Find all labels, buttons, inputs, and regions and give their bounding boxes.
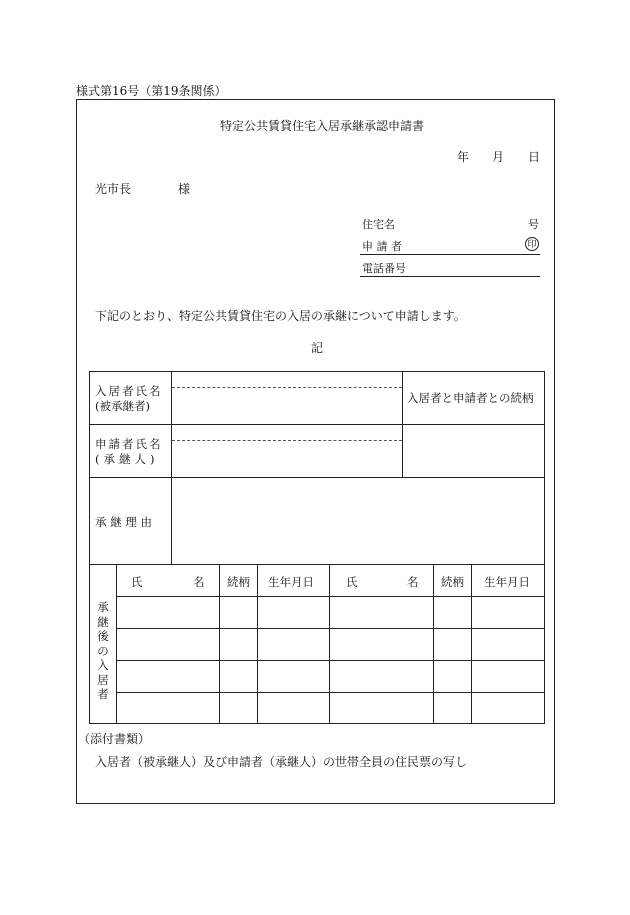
date-day-label: 日 [528,150,541,164]
col-divider [471,564,472,724]
applicant-name-sub: (承継人) [95,452,159,466]
seal-mark: 印 [525,237,539,251]
applicant-label: 申 請 者 [362,240,402,253]
relationship-label: 入居者と申請者との続柄 [407,391,534,405]
applicant-name-label: 申請者氏名 [95,437,163,451]
date-month-label: 月 [492,150,505,164]
addressee-honorific: 様 [178,182,191,196]
row-divider [89,477,545,478]
row-divider [116,660,545,661]
column-header-surname: 氏 [131,575,143,589]
row-divider [89,424,545,425]
column-header-birthdate: 生年月日 [484,575,530,589]
column-header-relationship: 続柄 [227,575,250,589]
col-divider [257,564,258,724]
row-divider [116,692,545,693]
reason-label: 承 継 理 由 [95,515,152,529]
row-divider [116,628,545,629]
col-divider [433,564,434,724]
column-header-given-name: 名 [193,575,205,589]
column-header-given-name: 名 [407,575,419,589]
attachments-heading: （添付書類） [78,732,151,746]
column-header-relationship: 続柄 [441,575,464,589]
attachments-item: 入居者（被承継人）及び申請者（承継人）の世帯全員の住民票の写し [95,755,468,769]
column-header-birthdate: 生年月日 [268,575,314,589]
resident-name-sub: (被承継者) [95,399,150,413]
row-divider [89,564,545,565]
ki-mark: 記 [311,341,324,355]
addressee-name: 光市長 [95,182,132,196]
phone-underline [360,276,540,277]
col-divider [219,564,220,724]
housing-name-label: 住宅名 [362,218,395,231]
phone-label: 電話番号 [362,262,406,275]
row-divider [116,596,545,597]
col-divider [171,371,172,564]
furigana-dashed-line [172,387,402,388]
col-divider [116,564,117,724]
furigana-dashed-line [172,440,402,441]
form-title: 特定公共賃貸住宅入居承継承認申請書 [220,119,425,133]
applicant-underline [360,254,540,255]
statement-text: 下記のとおり、特定公共賃貸住宅の入居の承継について申請します。 [95,309,466,323]
date-year-label: 年 [457,150,470,164]
form-number: 様式第16号（第19条関係） [76,84,227,98]
column-header-surname: 氏 [346,575,358,589]
after-residents-label: 承 継 後 の 入 居 者 [97,600,109,701]
housing-number-suffix: 号 [528,218,539,231]
resident-name-label: 入居者氏名 [95,384,163,398]
col-divider [329,564,330,724]
col-divider [402,371,403,477]
